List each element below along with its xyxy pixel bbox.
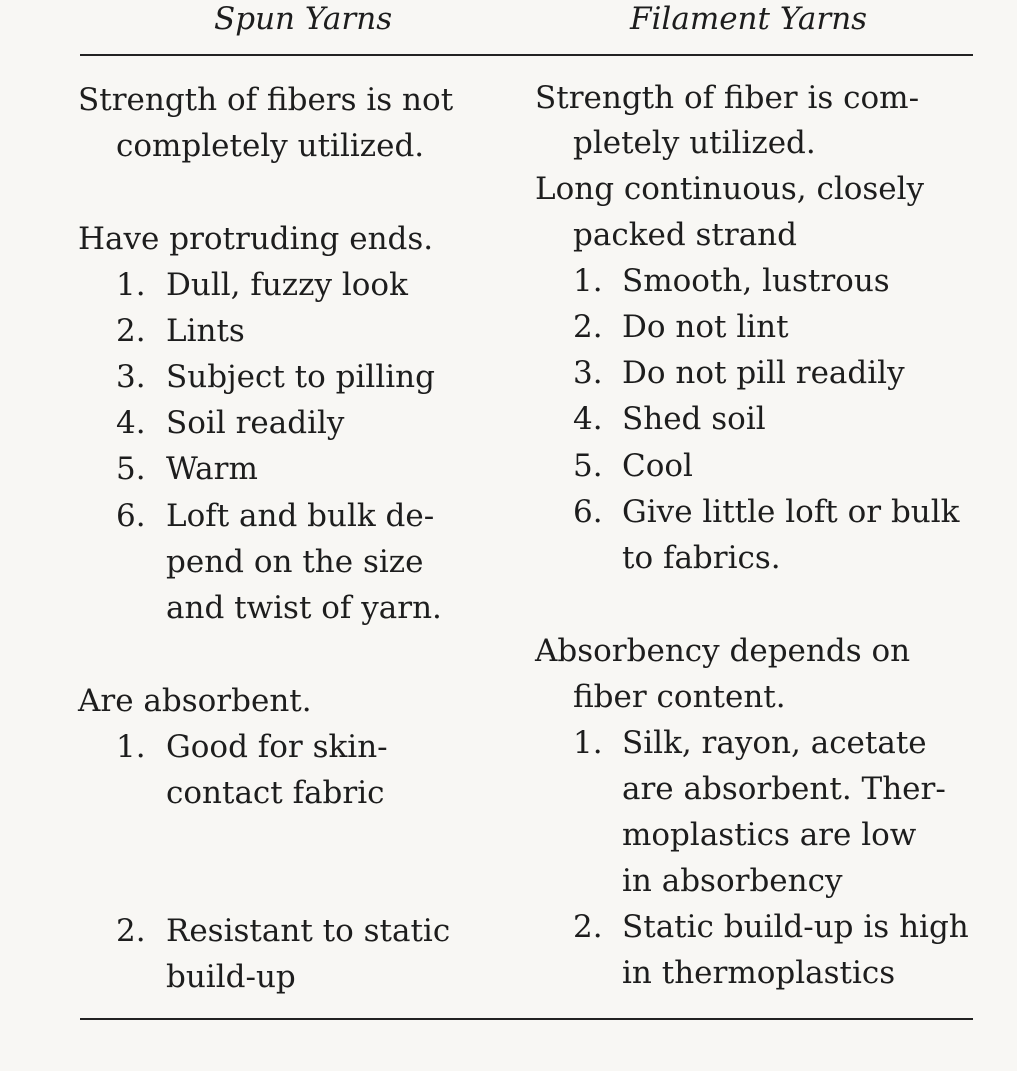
item-text: Static build-up is high [622,909,969,945]
item-number: 2. [116,313,146,349]
item-number: 1. [573,263,603,299]
filament-absorb-line-2: fiber content. [573,679,786,715]
item-text: Soil readily [166,405,345,441]
spun-strength-line-2: completely utilized. [116,128,425,164]
item-text: in absorbency [622,863,843,899]
item-text: Resistant to static [166,913,451,949]
item-number: 5. [116,451,146,487]
item-text: Do not pill readily [622,355,905,391]
item-text: Give little loft or bulk [622,494,960,530]
item-text: are absorbent. Ther- [622,771,946,807]
filament-absorb-line-1: Absorbency depends on [535,633,911,669]
item-text: Cool [622,448,693,484]
filament-strand-line-1: Long continuous, closely [535,171,925,207]
item-text: contact fabric [166,775,385,811]
item-text: to fabrics. [622,540,781,576]
item-number: 2. [573,309,603,345]
column-header-filament: Filament Yarns [630,1,868,37]
item-text: and twist of yarn. [166,590,442,626]
item-number: 1. [116,729,146,765]
spun-absorb-heading: Are absorbent. [78,683,312,719]
item-text: Subject to pilling [166,359,435,395]
item-number: 3. [116,359,146,395]
item-text: moplastics are low [622,817,917,853]
item-text: Smooth, lustrous [622,263,890,299]
item-number: 6. [573,494,603,530]
item-number: 1. [116,267,146,303]
item-text: Shed soil [622,401,766,437]
item-number: 5. [573,448,603,484]
bottom-rule [80,1018,973,1020]
spun-strength-line-1: Strength of fibers is not [78,82,454,118]
item-text: build-up [166,959,296,995]
filament-strength-line-2: pletely utilized. [573,125,816,161]
top-rule [80,54,973,56]
item-number: 3. [573,355,603,391]
filament-strength-line-1: Strength of fiber is com- [535,80,920,116]
filament-strand-line-2: packed strand [573,217,797,253]
item-number: 4. [573,401,603,437]
item-text: Lints [166,313,245,349]
item-text: pend on the size [166,544,424,580]
item-text: Good for skin- [166,729,388,765]
spun-ends-heading: Have protruding ends. [78,221,434,257]
item-number: 4. [116,405,146,441]
item-text: Silk, rayon, acetate [622,725,927,761]
item-text: Do not lint [622,309,789,345]
item-text: in thermoplastics [622,955,896,991]
item-number: 2. [573,909,603,945]
column-header-spun: Spun Yarns [214,1,393,37]
item-number: 6. [116,498,146,534]
item-text: Dull, fuzzy look [166,267,408,303]
item-text: Loft and bulk de- [166,498,435,534]
item-number: 1. [573,725,603,761]
item-number: 2. [116,913,146,949]
item-text: Warm [166,451,258,487]
